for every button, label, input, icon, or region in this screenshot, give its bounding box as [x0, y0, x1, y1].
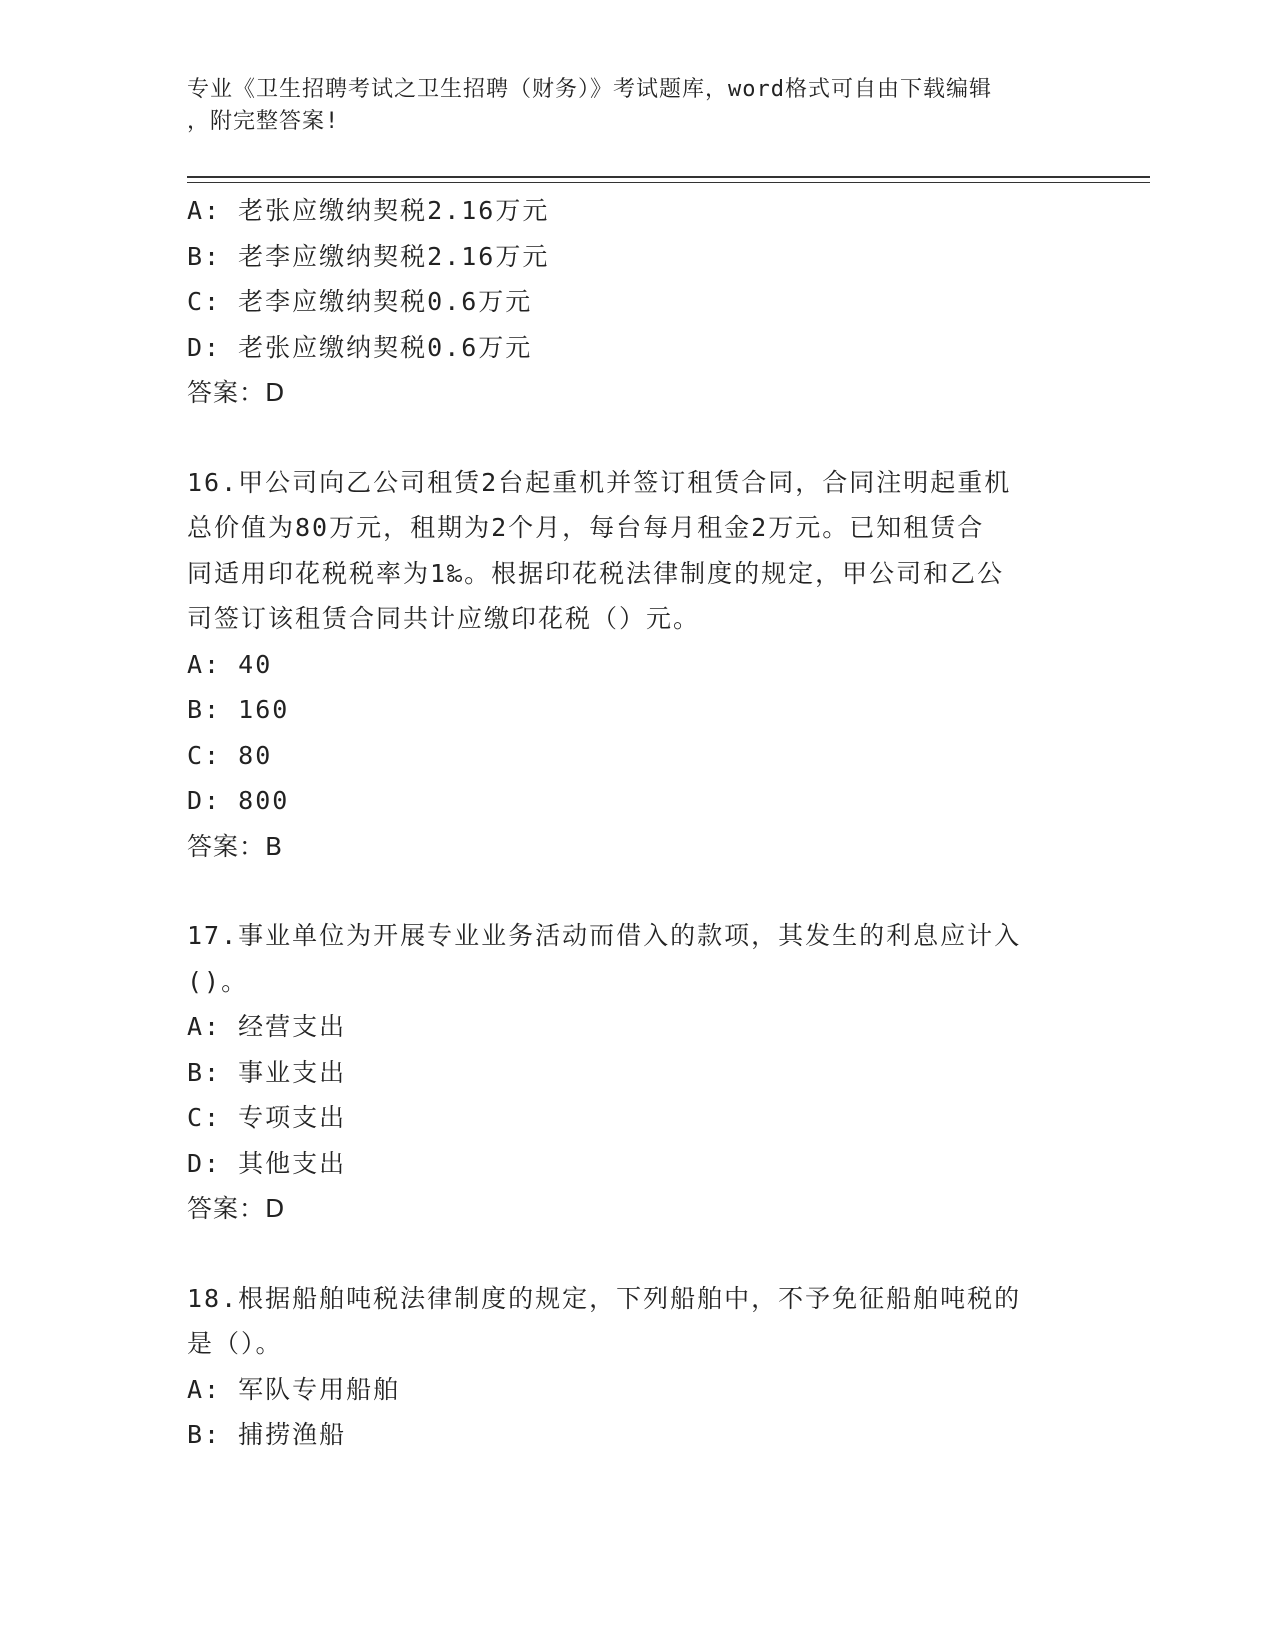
option-c: C: 老李应缴纳契税0.6万元 — [187, 287, 533, 316]
option-a: A: 经营支出 — [187, 1012, 347, 1041]
option-d: D: 其他支出 — [187, 1148, 347, 1178]
header-line-2: ，附完整答案! — [187, 109, 340, 134]
question-text-line: 司签订该租赁合同共计应缴印花税（）元。 — [187, 604, 701, 633]
option-a: A: 军队专用船舶 — [187, 1374, 401, 1404]
option-b: B: 捕捞渔船 — [187, 1420, 347, 1449]
question-17 — [187, 913, 1087, 1232]
option-c: C: 80 — [187, 740, 273, 770]
header-divider-thick — [187, 176, 1150, 178]
question-text-line: 同适用印花税税率为1‰。根据印花税法律制度的规定，甲公司和乙公 — [187, 558, 1005, 588]
answer: 答案：D — [187, 1194, 286, 1223]
document-header — [187, 74, 1067, 138]
answer: 答案：B — [187, 831, 284, 861]
header-divider-thin — [187, 182, 1150, 183]
option-d: D: 800 — [187, 786, 290, 815]
option-a: A: 老张应缴纳契税2.16万元 — [187, 196, 550, 225]
question-text-line: 18.根据船舶吨税法律制度的规定，下列船舶中，不予免征船舶吨税的 — [187, 1283, 1022, 1313]
option-a: A: 40 — [187, 649, 273, 679]
question-content — [187, 188, 1087, 1458]
question-18 — [187, 1276, 1087, 1458]
option-c: C: 专项支出 — [187, 1103, 347, 1132]
question-text-line: 总价值为80万元，租期为2个月，每台每月租金2万元。已知租赁合 — [187, 513, 985, 542]
question-text-line: 17.事业单位为开展专业业务活动而借入的款项，其发生的利息应计入 — [187, 921, 1022, 950]
question-text-line: 16.甲公司向乙公司租赁2台起重机并签订租赁合同，合同注明起重机 — [187, 467, 1012, 497]
option-b: B: 老李应缴纳契税2.16万元 — [187, 241, 550, 271]
option-b: B: 事业支出 — [187, 1057, 347, 1087]
question-text-line: ()。 — [187, 966, 249, 996]
option-d: D: 老张应缴纳契税0.6万元 — [187, 332, 533, 362]
answer: 答案：D — [187, 378, 286, 407]
header-line-1: 专业《卫生招聘考试之卫生招聘（财务）》考试题库，word格式可自由下载编辑 — [187, 77, 992, 102]
question-text-line: 是（）。 — [187, 1329, 283, 1358]
question-16 — [187, 460, 1087, 870]
prev-question — [187, 188, 1087, 416]
option-b: B: 160 — [187, 695, 290, 724]
